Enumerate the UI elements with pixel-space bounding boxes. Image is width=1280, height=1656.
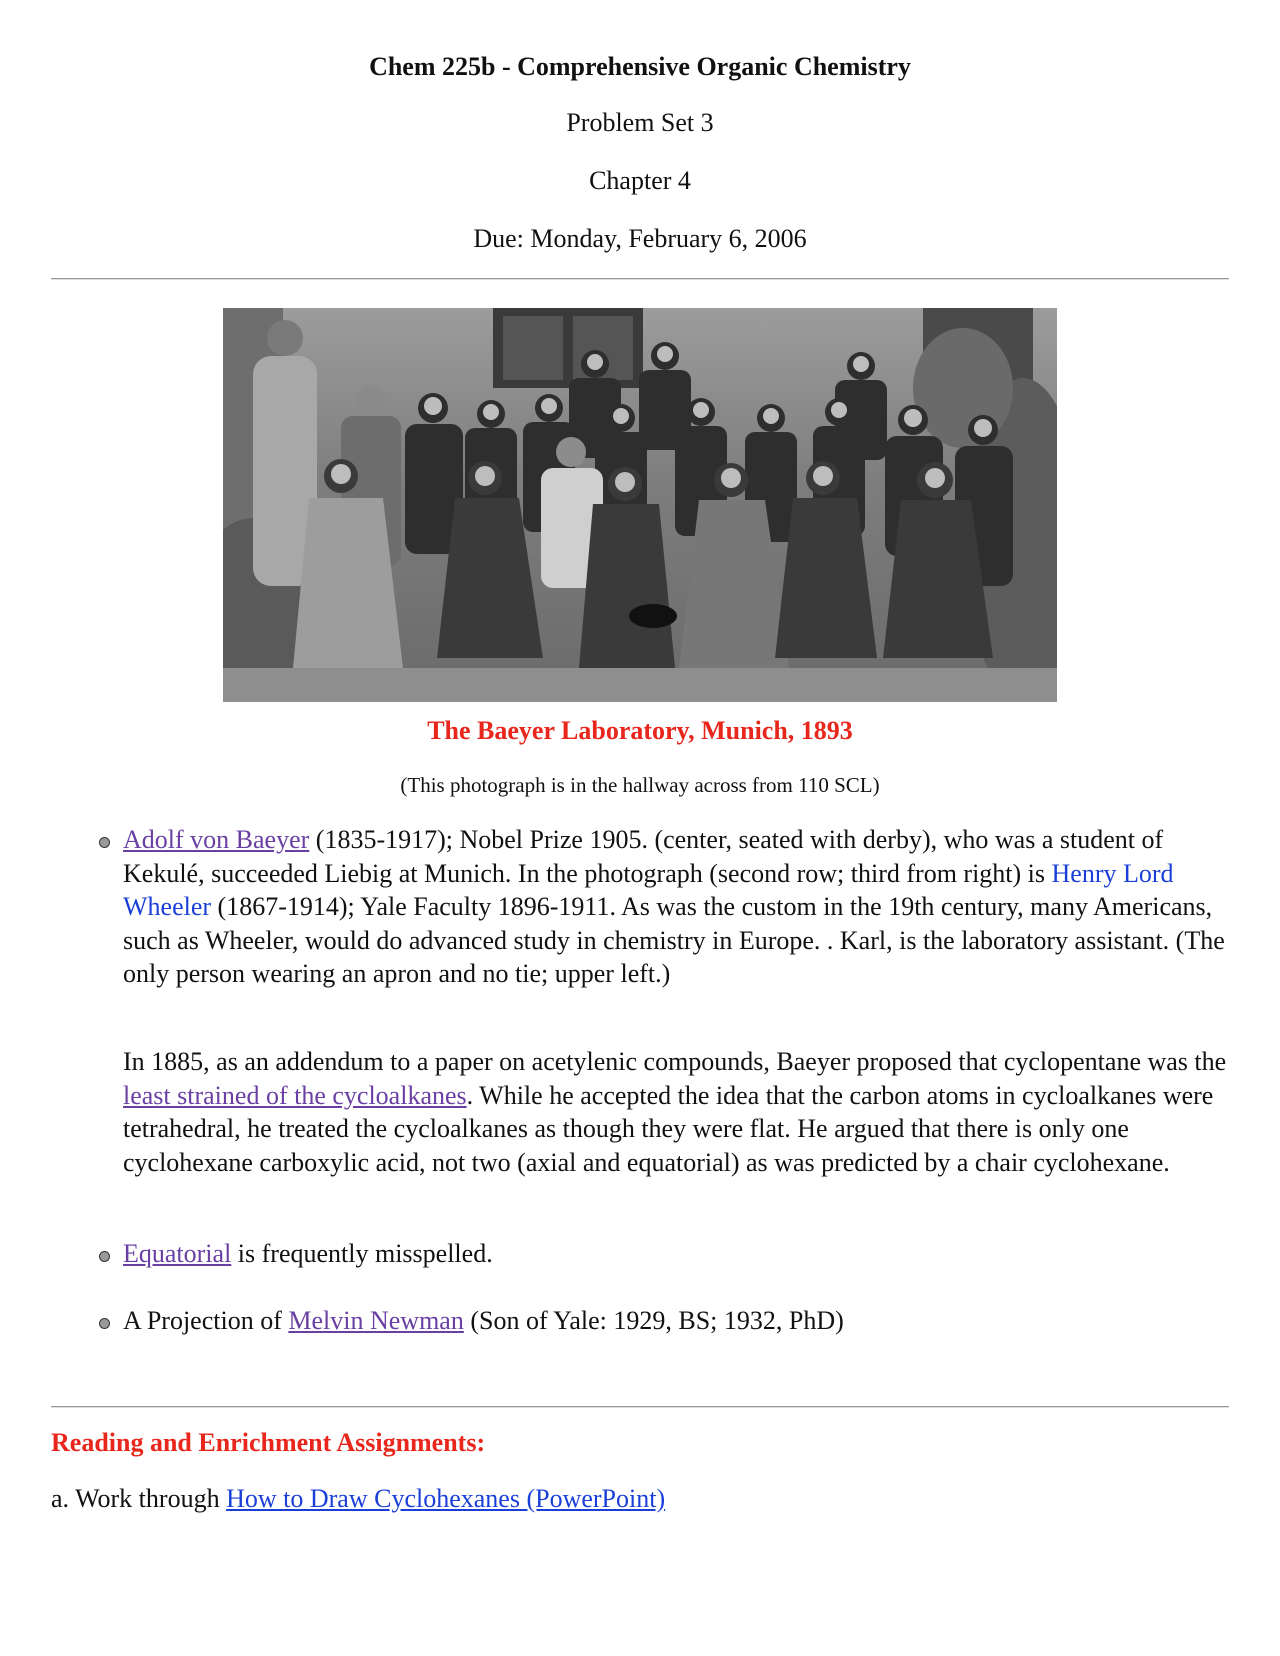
due-date: Due: Monday, February 6, 2006	[473, 224, 807, 253]
link-henry-lord-wheeler[interactable]: Henry Lord Wheeler	[123, 858, 1174, 921]
reading-heading: Reading and Enrichment Assignments:	[51, 1428, 486, 1457]
list-item-newman	[123, 1304, 1229, 1338]
list-item-equatorial	[123, 1237, 1229, 1271]
bullet-marker	[99, 1251, 110, 1262]
chapter-label: Chapter 4	[589, 166, 691, 195]
link-melvin-newman[interactable]: Melvin Newman	[288, 1306, 464, 1335]
baeyer-text-2: (1867-1914); Yale Faculty 1896-1911. As was the custom in the 19th century, many Americans, such as Wheeler, would do advanced study in chemistry in Europe. . Karl, is the laboratory assistant. (The only person wearing an apron and no tie; upper left.)	[123, 892, 1225, 988]
strain-paragraph	[123, 1045, 1229, 1179]
strain-text-1: In 1885, as an addendum to a paper on acetylenic compounds, Baeyer proposed that cyclopentane was the	[123, 1047, 1227, 1076]
strain-text-2: . While he accepted the idea that the carbon atoms in cycloalkanes were tetrahedral, he treated the cycloalkanes as though they were flat. He argued that there is only one cyclohexane carboxylic acid, not two (axial and equatorial) as was predicted by a chair cyclohexane.	[123, 1080, 1214, 1177]
link-adolf-von-baeyer[interactable]: Adolf von Baeyer	[123, 825, 310, 854]
page-title: Chem 225b - Comprehensive Organic Chemistry	[369, 52, 911, 81]
list-item-baeyer	[123, 823, 1229, 991]
newman-text-1: A Projection of	[123, 1306, 289, 1335]
top-divider	[51, 278, 1229, 280]
section-divider	[51, 1406, 1229, 1408]
link-how-to-draw-cyclohexanes[interactable]: How to Draw Cyclohexanes (PowerPoint)	[226, 1484, 666, 1513]
assignment-item-a	[51, 1484, 665, 1514]
bullet-marker	[99, 837, 110, 848]
assignment-prefix: a. Work through	[51, 1484, 227, 1513]
link-equatorial[interactable]: Equatorial	[123, 1239, 232, 1268]
photo-note: (This photograph is in the hallway across from 110 SCL)	[400, 773, 880, 797]
newman-text-2: (Son of Yale: 1929, BS; 1932, PhD)	[463, 1306, 844, 1335]
problem-set-label: Problem Set 3	[566, 108, 714, 137]
bullet-marker	[99, 1318, 110, 1329]
baeyer-text-1: (1835-1917); Nobel Prize 1905. (center, seated with derby), who was a student of Kekulé, succeeded Liebig at Munich. In the photograph (second row; third from right) is	[123, 825, 1164, 888]
equatorial-text: is frequently misspelled.	[231, 1239, 493, 1268]
link-least-strained-cycloalkanes[interactable]: least strained of the cycloalkanes	[123, 1080, 467, 1110]
baeyer-laboratory-photo	[223, 308, 1057, 702]
photo-caption: The Baeyer Laboratory, Munich, 1893	[427, 716, 853, 745]
document-page	[51, 0, 1229, 1656]
